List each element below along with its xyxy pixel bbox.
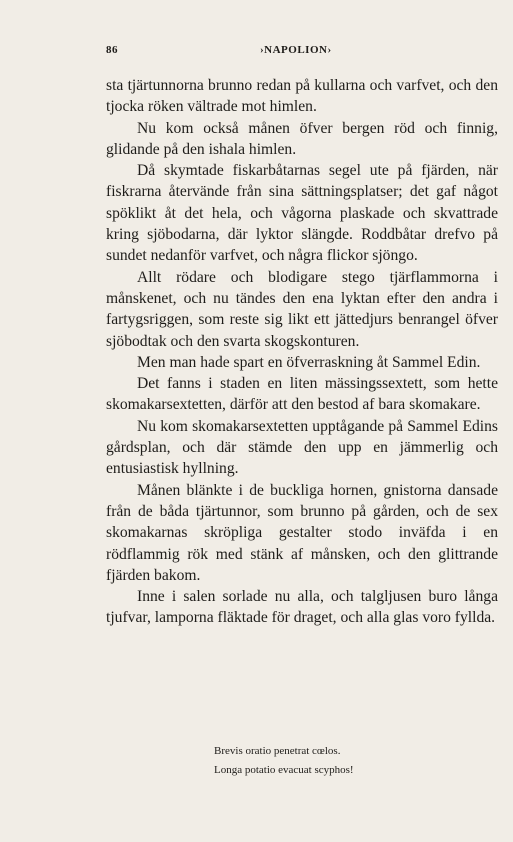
quote-line: Longa potatio evacuat scyphos! — [214, 763, 354, 776]
quote-line: Brevis oratio penetrat cœlos. — [214, 745, 341, 757]
running-title: ›NAPOLION› — [260, 44, 332, 56]
latin-quote — [214, 742, 454, 779]
body-text — [106, 75, 498, 629]
paragraph: Nu kom också månen öfver bergen röd och finnig, glidande på den ishala himlen. — [106, 119, 498, 158]
page-number: 86 — [106, 44, 118, 56]
paragraph: Då skymtade fiskarbåtarnas segel ute på fjärden, när fiskrarna återvände från sina sättningsplatser; det gaf något spöklikt åt det hela, och vågorna plaskade och skvattrade kring sjöbodarna, där lyktor slängde. Roddbåtar drefvo på sundet nedanför varfvet, och några flickor sjöngo. — [106, 162, 498, 265]
page-header — [106, 44, 498, 60]
paragraph: Månen blänkte i de buckliga hornen, gnistorna dansade från de båda tjärtunnor, som brunno på gården, och de sex skomakarnas skröpliga gestalter stodo inväfda i en rödflammig rök med stänk af månsken, och den glittrande fjärden bakom. — [106, 481, 498, 584]
paragraph: Men man hade spart en öfverraskning åt Sammel Edin. — [137, 353, 481, 371]
paragraph: Inne i salen sorlade nu alla, och talgljusen buro långa tjufvar, lamporna fläktade för draget, och alla glas voro fyllda. — [106, 588, 498, 627]
paragraph: sta tjärtunnorna brunno redan på kullarna och varfvet, och den tjocka röken vältrade mot himlen. — [106, 77, 498, 116]
paragraph: Det fanns i staden en liten mässingssextett, som hette skomakarsextetten, därför att den bestod af bara skomakare. — [106, 375, 498, 414]
paragraph: Allt rödare och blodigare stego tjärflammorna i månskenet, och nu tändes den ena lyktan efter den andra i fartygsriggen, som reste sig likt ett jättedjurs benrangel öfver sjöbodtak och den svarta skogskonturen. — [106, 268, 498, 350]
paragraph: Nu kom skomakarsextetten upptågande på Sammel Edins gårdsplan, och där stämde den upp en jämmerlig och entusiastisk hyllning. — [106, 417, 498, 478]
